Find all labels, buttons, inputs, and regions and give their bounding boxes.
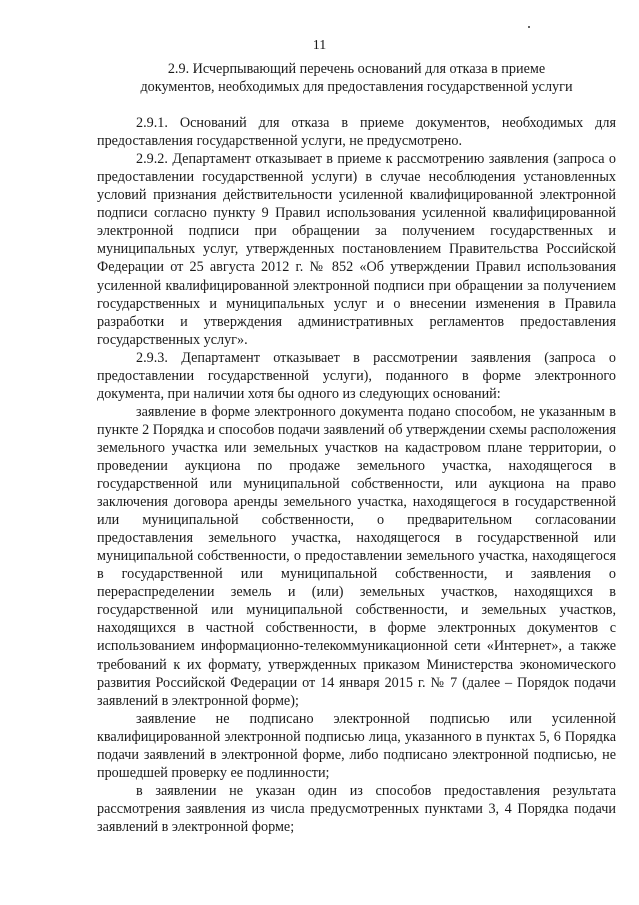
page-number: 11 bbox=[312, 38, 327, 53]
paragraph-2-9-2: 2.9.2. Департамент отказывает в приеме к рассмотрению заявления (запроса о предоставлении государственной услуги) в случае несоблюдения установленных условий признания действительности усиленной квалифицированной электронной подписи согласно пункту 9 Правил использования усиленной квалифицированной электронной подписи при обращении за получением государственных и муниципальных услуг, утвержденных постановлением Правительства Российской Федерации от 25 августа 2012 г. № 852 «Об утверждении Правил использования усиленной квалифицированной электронной подписи при обращении за получением государственных и муниципальных услуг и о внесении изменения в Правила разработки и утверждения административных регламентов предоставления государственных услуг». bbox=[97, 151, 616, 348]
document-body bbox=[97, 60, 616, 836]
list-item-ground-1: заявление в форме электронного документа подано способом, не указанным в пункте 2 Порядка и способов подачи заявлений об утверждении схемы расположения земельного участка или земельных участков на кадастровом плане территории, о проведении аукциона по продаже земельного участка, находящегося в государственной или муниципальной собственности, или аукциона на право заключения договора аренды земельного участка, находящегося в государственной или муниципальной собственности, о предварительном согласовании предоставления земельного участка, находящегося в государственной или муниципальной собственности, о предоставлении земельного участка, находящегося в государственной или муниципальной собственности, и заявления о перераспределении земель и (или) земельных участков, находящихся в государственной или муниципальной собственности, и земельных участков, находящихся в частной собственности, в форме электронных документов с использованием информационно-телекоммуникационной сети «Интернет», а также требований к их формату, утвержденных приказом Министерства экономического развития Российской Федерации от 14 января 2015 г. № 7 (далее – Порядок подачи заявлений в электронной форме); bbox=[97, 403, 616, 709]
list-item-ground-2: заявление не подписано электронной подписью или усиленной квалифицированной электронной подписью лица, указанного в пунктах 5, 6 Порядка подачи заявлений в электронной форме, либо подписано электронной подписью, не прошедшей проверку ее подлинности; bbox=[97, 710, 616, 781]
section-heading bbox=[97, 60, 616, 96]
paragraph-2-9-3: 2.9.3. Департамент отказывает в рассмотрении заявления (запроса о предоставлении государственной услуги), поданного в форме электронного документа, при наличии хотя бы одного из следующих оснований: bbox=[97, 349, 616, 402]
scan-dot-mark bbox=[528, 26, 530, 28]
list-item-ground-3: в заявлении не указан один из способов предоставления результата рассмотрения заявления из числа предусмотренных пунктами 3, 4 Порядка подачи заявлений в электронной форме; bbox=[97, 782, 616, 835]
paragraph-2-9-1: 2.9.1. Оснований для отказа в приеме документов, необходимых для предоставления государственной услуги, не предусмотрено. bbox=[97, 115, 616, 150]
section-heading-line-1: 2.9. Исчерпывающий перечень оснований для отказа в приеме bbox=[167, 61, 546, 77]
section-heading-line-2: документов, необходимых для предоставления государственной услуги bbox=[140, 79, 573, 96]
